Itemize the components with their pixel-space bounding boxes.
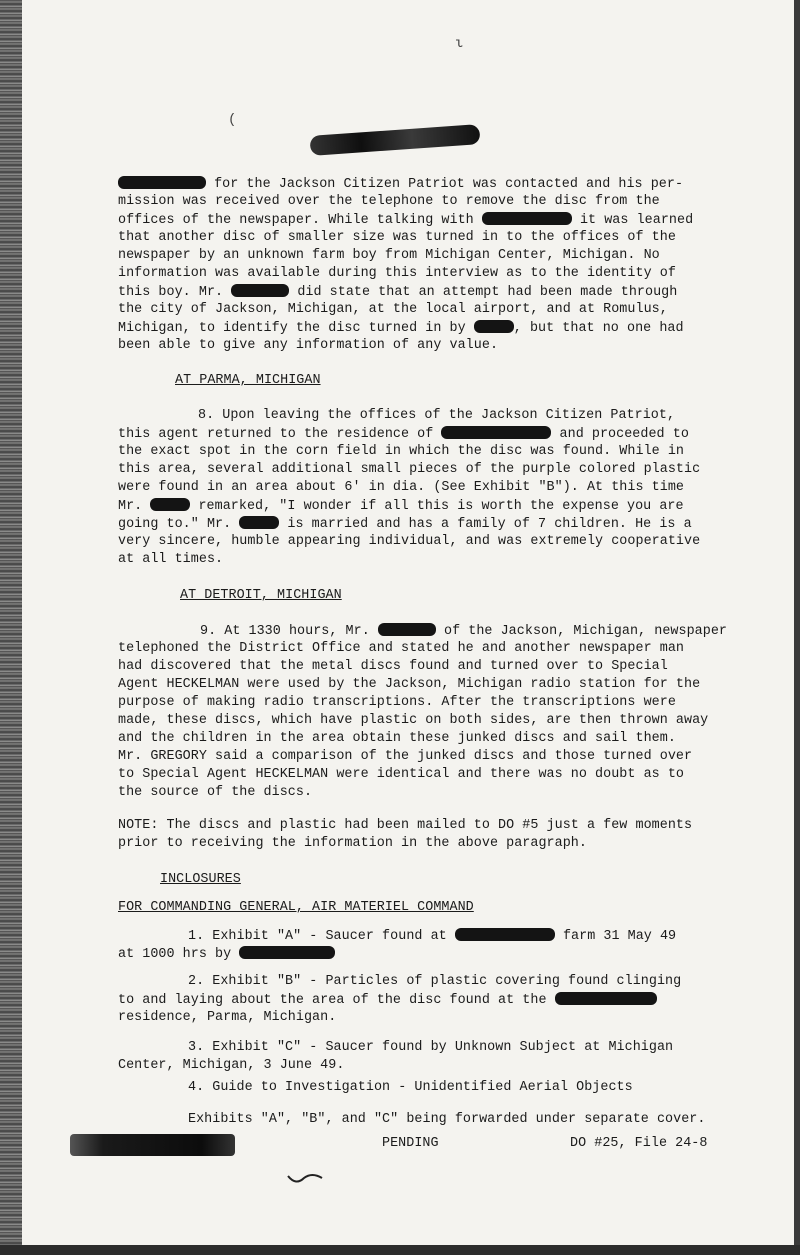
redaction [455,928,555,941]
inclosure-item: to and laying about the area of the disc found at the [118,992,657,1009]
text-line: Mr. GREGORY said a comparison of the junked discs and those turned over [118,749,693,764]
text-line: had discovered that the metal discs found and turned over to Special [118,659,668,674]
text-line: this agent returned to the residence of and proceeded to [118,427,689,442]
text-line: the exact spot in the corn field in which the disc was found. While in [118,444,684,459]
text-line: information was available during this interview as to the identity of [118,266,676,281]
redaction [150,498,190,511]
file-reference: DO #25, File 24-8 [570,1136,708,1151]
inclosure-item: 3. Exhibit "C" - Saucer found by Unknown Subject at Michigan [188,1040,674,1055]
redaction [555,992,657,1005]
inclosure-item: 1. Exhibit "A" - Saucer found at farm 31 May 49 [188,929,677,944]
text-line: Mr. remarked, "I wonder if all this is worth the expense you are [118,499,684,514]
text-line: 8. Upon leaving the offices of the Jackson Citizen Patriot, [198,408,676,423]
status-pending: PENDING [382,1136,439,1151]
scan-left-edge [0,0,22,1255]
redaction [239,946,335,959]
redaction [378,623,436,636]
text-line: and the children in the area obtain these junked discs and sail them. [118,731,676,746]
text-line: made, these discs, which have plastic on both sides, are then thrown away [118,713,709,728]
text-line: going to." Mr. is married and has a family of 7 children. He is a [118,517,692,532]
text-line: telephoned the District Office and stated he and another newspaper man [118,641,684,656]
scan-right-edge [794,0,800,1255]
text-line: were found in an area about 6' in dia. (See Exhibit "B"). At this time [118,480,684,495]
note-line: prior to receiving the information in the above paragraph. [118,836,587,851]
redaction [474,320,514,333]
text-line: this boy. Mr. did state that an attempt had been made through [118,285,678,300]
redaction [482,212,572,225]
text-line: the city of Jackson, Michigan, at the local airport, and at Romulus, [118,302,668,317]
inclosure-item: at 1000 hrs by [118,946,335,963]
section-heading-parma: AT PARMA, MICHIGAN [175,373,321,388]
text-line: purpose of making radio transcriptions. After the transcriptions were [118,695,676,710]
exhibits-line: Exhibits "A", "B", and "C" being forwarded under separate cover. [188,1112,706,1127]
scan-bottom-edge [0,1245,800,1255]
redaction [239,516,279,529]
redaction [441,426,551,439]
inclosure-item: residence, Parma, Michigan. [118,1010,337,1025]
section-heading-detroit: AT DETROIT, MICHIGAN [180,588,342,603]
text-line: Michigan, to identify the disc turned in by , but that no one had [118,321,684,336]
text-line: at all times. [118,552,224,567]
text-line: to Special Agent HECKELMAN were identical and there was no doubt as to [118,767,684,782]
text-line: this area, several additional small pieces of the purple colored plastic [118,462,701,477]
inclosures-heading: INCLOSURES [160,872,241,887]
redaction [118,176,206,189]
text-line: for the Jackson Citizen Patriot was contacted and his per- [118,176,683,193]
note-line: NOTE: The discs and plastic had been mailed to DO #5 just a few moments [118,818,693,833]
stray-mark: ι [455,36,464,52]
inclosure-item: 2. Exhibit "B" - Particles of plastic covering found clinging [188,974,682,989]
text-line: the source of the discs. [118,785,313,800]
inclosure-item: 4. Guide to Investigation - Unidentified Aerial Objects [188,1080,633,1095]
inclosure-item: Center, Michigan, 3 June 49. [118,1058,345,1073]
text-line: mission was received over the telephone to remove the disc from the [118,194,660,209]
text-line: very sincere, humble appearing individual, and was extremely cooperative [118,534,701,549]
text-line: been able to give any information of any value. [118,338,499,353]
text-line: that another disc of smaller size was turned in to the offices of the [118,230,676,245]
classification-redaction [310,124,481,156]
stray-mark: ( [228,112,237,128]
text-line: 9. At 1330 hours, Mr. of the Jackson, Michigan, newspaper [200,624,727,639]
text-line: offices of the newspaper. While talking with it was learned [118,213,694,228]
text-line: newspaper by an unknown farm boy from Michigan Center, Michigan. No [118,248,660,263]
redaction [231,284,289,297]
inclosures-subheading: FOR COMMANDING GENERAL, AIR MATERIEL COMMAND [118,900,474,915]
text-line: Agent HECKELMAN were used by the Jackson, Michigan radio station for the [118,677,701,692]
